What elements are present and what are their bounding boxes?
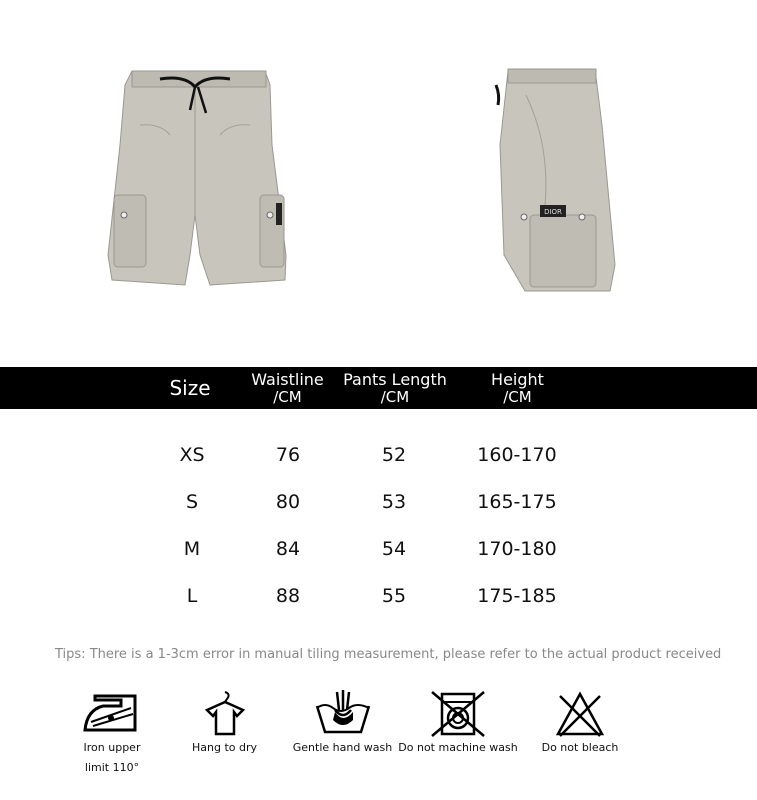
cell-height: 165-175 [477,491,557,513]
care-no-machine-wash: Do not machine wash [398,690,518,758]
cell-height: 175-185 [477,585,557,607]
hand-wash-icon [313,690,373,738]
cell-pants: 53 [381,491,407,513]
care-hang-dry: Hang to dry [187,690,262,758]
care-hand-wash: Gentle hand wash [290,690,395,758]
table-row [0,444,757,474]
cell-size: S [185,491,199,513]
table-row [0,585,757,615]
cell-waist: 88 [275,585,301,607]
care-no-bleach: Do not bleach [535,690,625,758]
product-photos [0,0,757,365]
header-height: Height /CM [491,369,544,406]
cell-pants: 55 [381,585,407,607]
cell-height: 160-170 [477,444,557,466]
table-row [0,538,757,568]
header-pants-length: Pants Length /CM [343,369,447,406]
care-iron: Iron upper limit 110° [72,690,152,778]
table-row [0,491,757,521]
header-waistline: Waistline /CM [251,369,324,406]
cell-waist: 84 [275,538,301,560]
cell-waist: 76 [275,444,301,466]
header-size: Size [169,376,211,400]
side-view-shorts-image [490,65,620,295]
size-table-header [0,367,757,409]
measurement-tips: Tips: There is a 1-3cm error in manual tiling measurement, please refer to the actual product received [55,647,722,662]
cell-size: L [186,585,198,607]
no-bleach-icon [554,690,606,738]
cell-pants: 52 [381,444,407,466]
side-patch-label: DIOR [544,208,562,216]
cell-height: 170-180 [477,538,557,560]
cell-waist: 80 [275,491,301,513]
no-machine-wash-icon [428,690,488,738]
hanger-shirt-icon [203,690,247,738]
iron-icon [81,690,143,738]
cell-pants: 54 [381,538,407,560]
cell-size: M [183,538,201,560]
front-view-shorts-image [100,65,290,295]
cell-size: XS [179,444,205,466]
